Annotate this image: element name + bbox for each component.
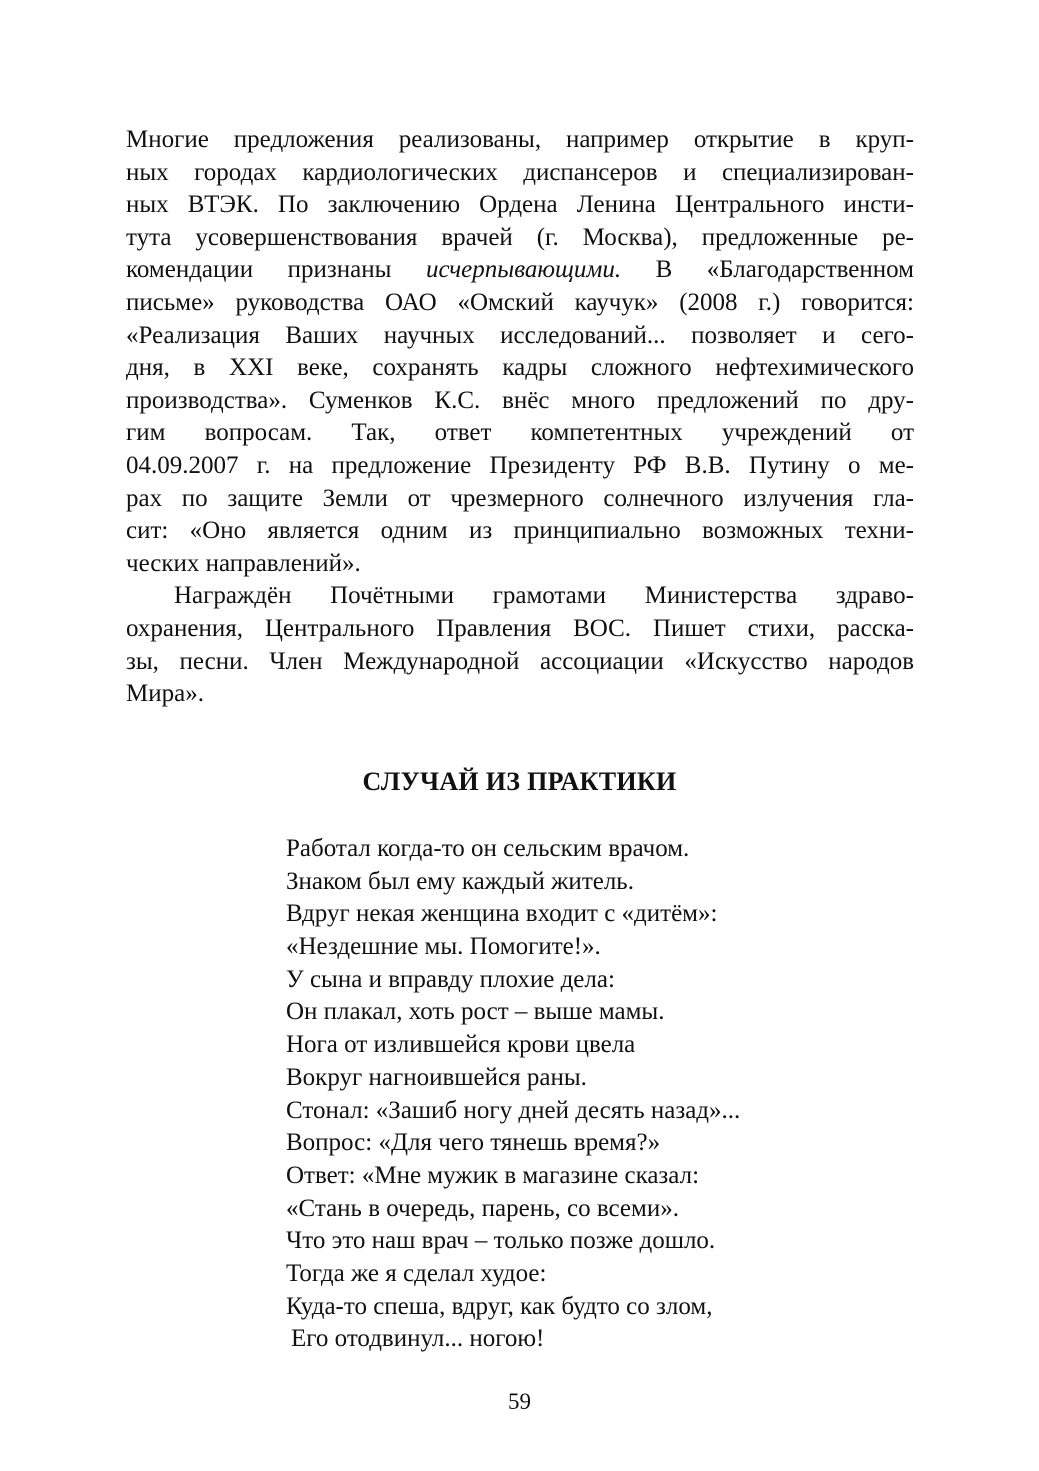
paragraph-line: Мира». [126,680,204,708]
poem [286,833,906,1356]
paragraph-line: гим вопросам. Так, ответ компетентных учреждений от [126,419,914,447]
paragraph-line: ческих направлений». [126,549,361,577]
poem-line: «Стань в очередь, парень, со всеми». [286,1194,679,1222]
poem-line: У сына и вправду плохие дела: [286,965,615,993]
paragraph-line: рах по защите Земли от чрезмерного солнечного излучения гла- [126,484,914,512]
paragraph-line: ных ВТЭК. По заключению Ордена Ленина Центрального инсти- [126,191,914,219]
paragraph-line: тута усовершенствования врачей (г. Москва), предложенные ре- [126,223,914,251]
poem-line: Стонал: «Зашиб ногу дней десять назад»... [286,1096,741,1124]
biography-text [126,124,914,711]
poem-line: Вокруг нагноившейся раны. [286,1063,587,1091]
paragraph-line: охранения, Центрального Правления ВОС. Пишет стихи, расска- [126,614,914,642]
page-number: 59 [508,1389,531,1414]
paragraph-line: производства». Суменков К.С. внёс много предложений по дру- [126,386,914,414]
paragraph-line [126,254,914,287]
poem-line: Вопрос: «Для чего тянешь время?» [286,1129,661,1157]
paragraph-line: Награждён Почётными грамотами Министерства здраво- [174,582,914,610]
poem-line: Тогда же я сделал худое: [286,1259,547,1287]
poem-line: Нога от излившейся крови цвела [286,1031,636,1059]
poem-title: СЛУЧАЙ ИЗ ПРАКТИКИ [362,767,677,796]
paragraph-line: зы, песни. Член Международной ассоциации «Искусство народов [126,647,914,675]
poem-line: Что это наш врач – только позже дошло. [286,1227,716,1255]
paragraph-line: Многие предложения реализованы, например открытие в круп- [126,126,914,153]
paragraph-line: 04.09.2007 г. на предложение Президенту РФ В.В. Путину о ме- [126,451,914,479]
italic-text: исчерпывающими. [425,256,622,284]
poem-line: Знаком был ему каждый житель. [286,867,634,895]
poem-line: Куда-то спеша, вдруг, как будто со злом, [286,1292,713,1320]
text-run: В «Благодарственном [621,256,914,284]
paragraph-line: дня, в XXI веке, сохранять кадры сложного нефтехимического [126,354,914,382]
poem-line: Вдруг некая женщина входит с «дитём»: [286,900,718,928]
poem-line: Работал когда-то он сельским врачом. [286,835,690,862]
poem-line: Ответ: «Мне мужик в магазине сказал: [286,1161,700,1189]
poem-line: Его отодвинул... ногою! [291,1325,545,1353]
paragraph-line: ных городах кардиологических диспансеров и специализирован- [126,158,914,186]
paragraph-line: «Реализация Ваших научных исследований... позволяет и сего- [126,321,914,349]
paragraph-line: письме» руководства ОАО «Омский каучук» (2008 г.) говорится: [126,288,914,316]
poem-line: Он плакал, хоть рост – выше мамы. [286,998,665,1026]
poem-line: «Нездешние мы. Помогите!». [286,933,601,961]
text-run: комендации признаны [126,256,426,284]
paragraph-line: сит: «Оно является одним из принципиально возможных техни- [126,517,914,545]
